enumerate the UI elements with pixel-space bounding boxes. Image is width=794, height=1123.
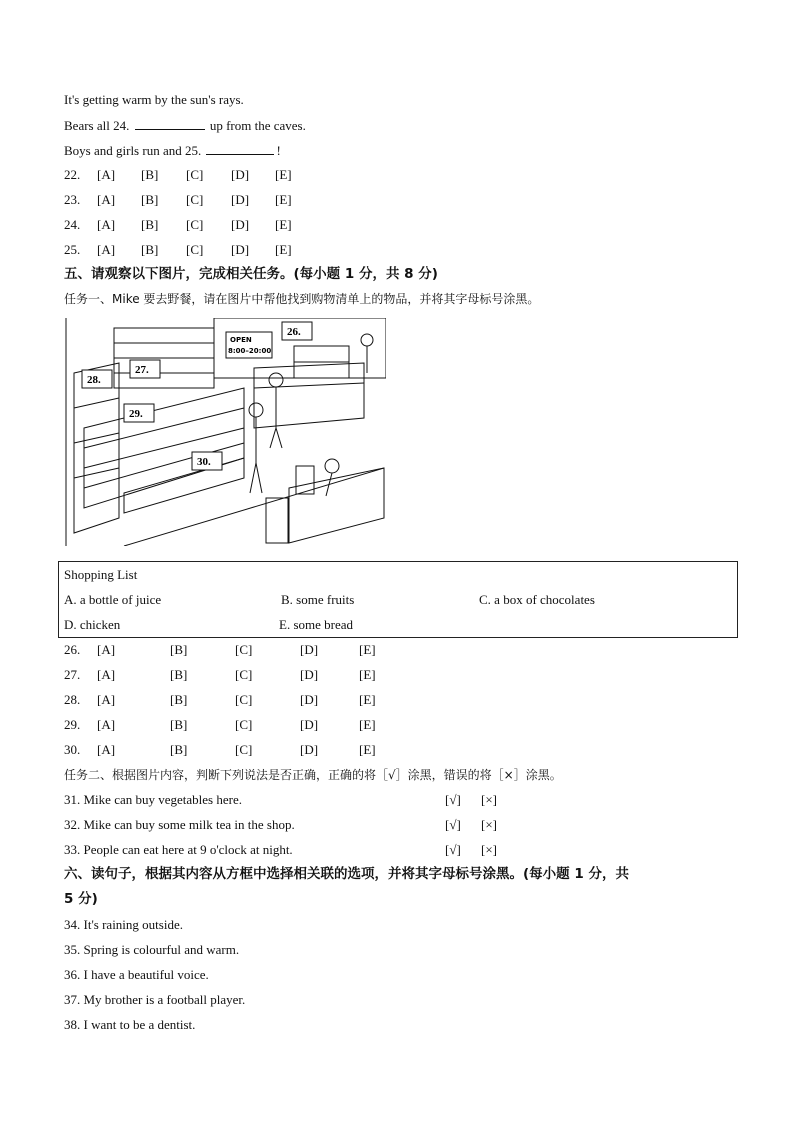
poem-line-3-start: Boys and girls run and 25. <box>64 143 202 158</box>
bubble-option-e[interactable]: [E] <box>275 167 292 182</box>
section-5-heading: 五、请观察以下图片，完成相关任务。(每小题 1 分，共 8 分) <box>64 266 438 282</box>
bubble-option-b[interactable]: [B] <box>141 217 159 232</box>
bubble-option-d[interactable]: [D] <box>300 642 319 657</box>
question-number: 28. <box>64 692 81 707</box>
poem-line-2 <box>64 117 306 134</box>
question-number: 30. <box>64 742 81 757</box>
bubble-option-e[interactable]: [E] <box>359 642 376 657</box>
bubble-true[interactable]: [√] <box>445 792 461 807</box>
label-28: 28. <box>87 374 101 386</box>
bubble-false[interactable]: [×] <box>481 817 497 832</box>
statement-text: 31. Mike can buy vegetables here. <box>64 792 242 807</box>
bubble-true[interactable]: [√] <box>445 817 461 832</box>
bubble-option-b[interactable]: [B] <box>170 667 188 682</box>
bubble-option-e[interactable]: [E] <box>275 217 292 232</box>
bubble-option-b[interactable]: [B] <box>141 167 159 182</box>
bubble-false[interactable]: [×] <box>481 842 497 857</box>
label-30: 30. <box>197 456 211 468</box>
bubble-option-b[interactable]: [B] <box>170 742 188 757</box>
bubble-option-d[interactable]: [D] <box>300 742 319 757</box>
label-27: 27. <box>135 364 149 376</box>
bubble-option-b[interactable]: [B] <box>170 717 188 732</box>
question-number: 22. <box>64 167 81 182</box>
bubble-false[interactable]: [×] <box>481 792 497 807</box>
bubble-option-d[interactable]: [D] <box>231 167 250 182</box>
bubble-option-e[interactable]: [E] <box>359 667 376 682</box>
bubble-option-c[interactable]: [C] <box>186 242 204 257</box>
shop-illustration <box>64 318 386 546</box>
bubble-option-a[interactable]: [A] <box>97 667 116 682</box>
bubble-option-a[interactable]: [A] <box>97 717 116 732</box>
sentence-36: 36. I have a beautiful voice. <box>64 967 209 982</box>
bubble-option-d[interactable]: [D] <box>300 667 319 682</box>
poem-line-2-end: up from the caves. <box>209 118 306 133</box>
sentence-34: 34. It's raining outside. <box>64 917 183 932</box>
bubble-option-a[interactable]: [A] <box>97 192 116 207</box>
question-number: 24. <box>64 217 81 232</box>
bubble-option-d[interactable]: [D] <box>300 692 319 707</box>
open-sign: OPEN <box>230 336 252 344</box>
bubble-option-d[interactable]: [D] <box>231 242 250 257</box>
bubble-option-d[interactable]: [D] <box>231 192 250 207</box>
bubble-option-c[interactable]: [C] <box>235 692 253 707</box>
shopping-item-a: A. a bottle of juice <box>64 592 162 607</box>
answer-blank-24[interactable] <box>135 117 205 130</box>
bubble-option-c[interactable]: [C] <box>235 642 253 657</box>
bubble-option-a[interactable]: [A] <box>97 217 116 232</box>
shopping-item-e: E. some bread <box>279 617 354 632</box>
bubble-option-d[interactable]: [D] <box>231 217 250 232</box>
bubble-option-c[interactable]: [C] <box>186 192 204 207</box>
sentence-37: 37. My brother is a football player. <box>64 992 246 1007</box>
shopping-list-box <box>58 561 738 638</box>
poem-line-3-end: ! <box>276 143 281 158</box>
hours-sign: 8:00–20:00 <box>228 347 272 355</box>
label-26: 26. <box>287 326 301 338</box>
bubble-option-b[interactable]: [B] <box>141 192 159 207</box>
bubble-true[interactable]: [√] <box>445 842 461 857</box>
section-6-heading: 六、读句子，根据其内容从方框中选择相关联的选项，并将其字母标号涂黑。(每小题 1 分，共 <box>64 866 629 882</box>
sentence-35: 35. Spring is colourful and warm. <box>64 942 240 957</box>
shopping-item-c: C. a box of chocolates <box>479 592 595 607</box>
bubble-option-b[interactable]: [B] <box>170 692 188 707</box>
answer-blank-25[interactable] <box>206 142 274 155</box>
poem-line-2-start: Bears all 24. <box>64 118 130 133</box>
bubble-option-a[interactable]: [A] <box>97 167 116 182</box>
poem-line-1: It's getting warm by the sun's rays. <box>64 92 244 107</box>
question-number: 23. <box>64 192 81 207</box>
bubble-option-e[interactable]: [E] <box>359 742 376 757</box>
label-29: 29. <box>129 408 143 420</box>
question-number: 26. <box>64 642 81 657</box>
bubble-option-c[interactable]: [C] <box>235 742 253 757</box>
shopping-item-d: D. chicken <box>64 617 121 632</box>
shopping-list-title: Shopping List <box>64 567 138 582</box>
question-number: 25. <box>64 242 81 257</box>
bubble-option-c[interactable]: [C] <box>186 167 204 182</box>
sentence-38: 38. I want to be a dentist. <box>64 1017 196 1032</box>
bubble-option-c[interactable]: [C] <box>235 717 253 732</box>
task-1-instruction: 任务一、Mike 要去野餐，请在图片中帮他找到购物清单上的物品，并将其字母标号涂黑。 <box>64 292 540 306</box>
bubble-option-b[interactable]: [B] <box>141 242 159 257</box>
bubble-option-a[interactable]: [A] <box>97 742 116 757</box>
bubble-option-c[interactable]: [C] <box>235 667 253 682</box>
bubble-option-e[interactable]: [E] <box>275 242 292 257</box>
task-2-instruction: 任务二、根据图片内容，判断下列说法是否正确，正确的将［√］涂黑，错误的将［×］涂黑。 <box>64 768 562 782</box>
section-6-heading-cont: 5 分) <box>64 891 98 907</box>
bubble-option-a[interactable]: [A] <box>97 692 116 707</box>
bubble-option-c[interactable]: [C] <box>186 217 204 232</box>
shopping-item-b: B. some fruits <box>281 592 355 607</box>
bubble-option-e[interactable]: [E] <box>275 192 292 207</box>
statement-text: 33. People can eat here at 9 o'clock at night. <box>64 842 293 857</box>
question-number: 29. <box>64 717 81 732</box>
bubble-option-d[interactable]: [D] <box>300 717 319 732</box>
bubble-option-b[interactable]: [B] <box>170 642 188 657</box>
statement-text: 32. Mike can buy some milk tea in the shop. <box>64 817 295 832</box>
poem-line-3 <box>64 142 281 159</box>
bubble-option-e[interactable]: [E] <box>359 717 376 732</box>
bubble-option-a[interactable]: [A] <box>97 642 116 657</box>
question-number: 27. <box>64 667 81 682</box>
bubble-option-a[interactable]: [A] <box>97 242 116 257</box>
bubble-option-e[interactable]: [E] <box>359 692 376 707</box>
